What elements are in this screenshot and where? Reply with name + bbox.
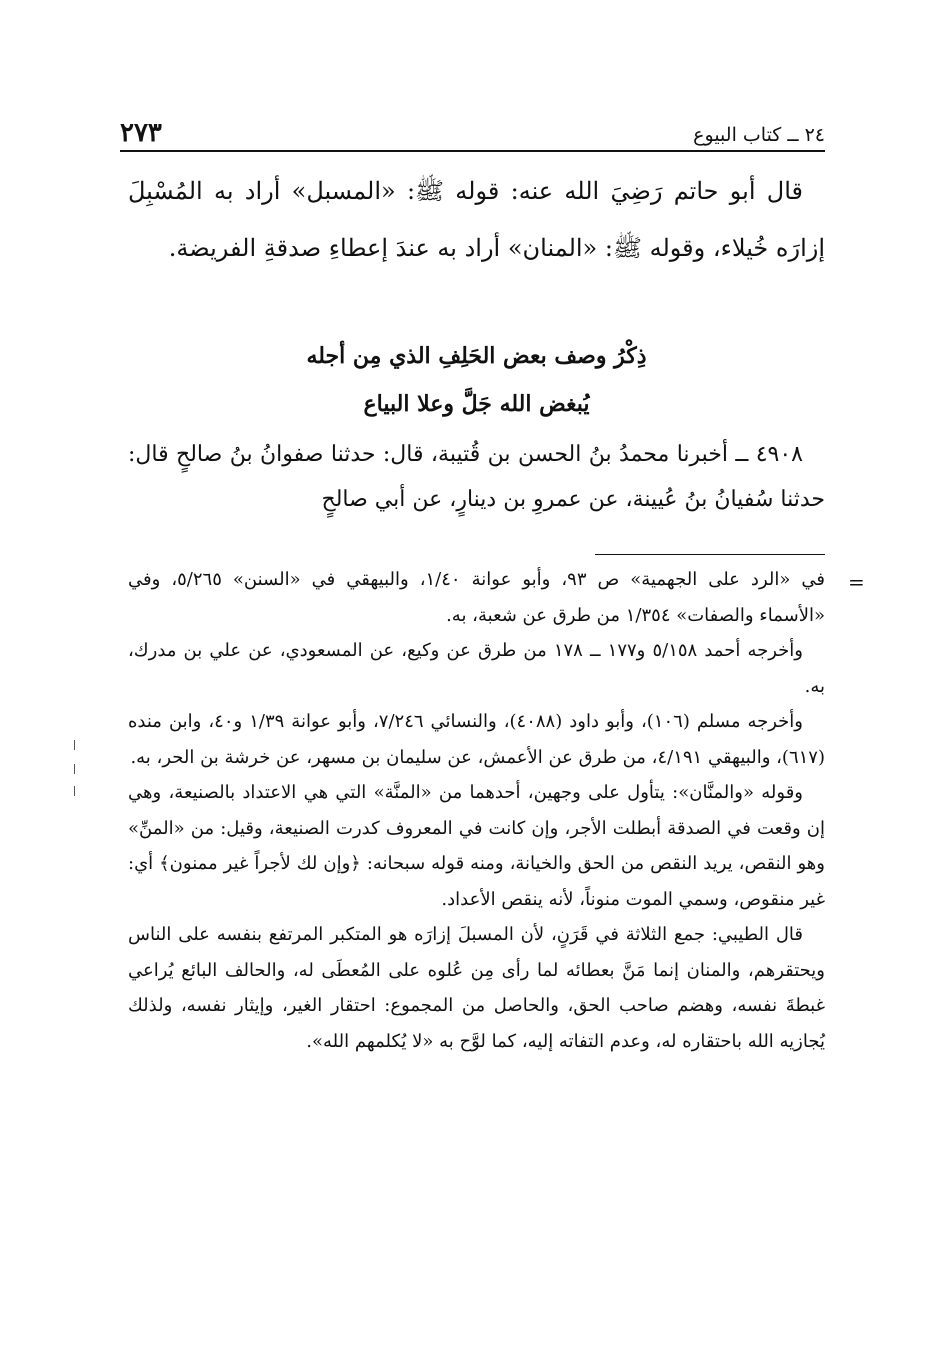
header-rule [120, 150, 825, 152]
footnotes [128, 562, 825, 1059]
page-number: ٢٧٣ [120, 118, 162, 148]
margin-tick [74, 764, 75, 774]
margin-tick [74, 740, 75, 750]
footnote-paragraph: قال الطيبي: جمع الثلاثة في قَرَنٍ، لأن المسبلَ إزارَه هو المتكبر المرتفع بنفسه على الناس ويحتقرهم، والمنان إنما مَنَّ بعطائه لما رأى مِن عُلوه على المُعطَى له، والحالف البائع يُراعي غبطةَ نفسه، وهضم صاحب الحق، والحاصل من المجموع: احتقار الغير، وإيثار نفسه، ولذلك يُجازيه الله باحتقاره له، وعدم التفاته إليه، كما لوَّح به «لا يُكلمهم الله». [128, 924, 825, 1052]
footnote-paragraph: وأخرجه مسلم (١٠٦)، وأبو داود (٤٠٨٨)، والنسائي ٧/٢٤٦، وأبو عوانة ١/٣٩ و٤٠، وابن منده (٦١٧)، والبيهقي ٤/١٩١، من طرق عن الأعمش، عن سليمان بن مسهر، عن خرشة بن الحر، به. [128, 711, 825, 768]
margin-tick [74, 786, 75, 796]
footnote-paragraph: وأخرجه أحمد ٥/١٥٨ و١٧٧ ــ ١٧٨ من طرق عن وكيع، عن المسعودي، عن علي بن مدرك، به. [128, 640, 825, 697]
footnote-paragraph: وقوله «والمنَّان»: يتأول على وجهين، أحدهما من «المنَّة» التي هي الاعتداد بالصنيعة، وهي إن وقعت في الصدقة أبطلت الأجر، وإن كانت في المعروف كدرت الصنيعة، وقيل: من «المنِّ» وهو النقص، يريد النقص من الحق والخيانة، ومنه قوله سبحانه: ﴿وإن لك لأجراً غير ممنون﴾ أي: غير منقوص، وسمي الموت منوناً، لأنه ينقص الأعداد. [128, 782, 825, 910]
heading-line-2: يُبغض الله جَلَّ وعلا البياع [363, 391, 590, 417]
heading-line-1: ذِكْرُ وصف بعض الحَلِفِ الذي مِن أجله [306, 343, 647, 369]
main-text [128, 163, 825, 277]
margin-marks [74, 740, 76, 800]
hadith-text [128, 432, 825, 522]
page-header [120, 98, 825, 148]
running-head: ٢٤ ــ كتاب البيوع [693, 124, 825, 146]
hadith-paragraph: ٤٩٠٨ ــ أخبرنا محمدُ بنُ الحسن بن قُتيبة، قال: حدثنا صفوانُ بنُ صالحٍ قال: حدثنا سُفيانُ بنُ عُيينة، عن عمروِ بن دينارٍ، عن أبي صالحٍ [128, 442, 825, 512]
footnote-continuation-marker: = [848, 570, 865, 594]
footnote-paragraph: في «الرد على الجهمية» ص ٩٣، وأبو عوانة ١/٤٠، والبيهقي في «السنن» ٥/٢٦٥، وفي «الأسماء والصفات» ١/٣٥٤ من طرق عن شعبة، به. [128, 569, 825, 626]
section-heading [128, 332, 825, 428]
footnote-separator [595, 554, 825, 555]
main-paragraph: قال أبو حاتم رَضِيَ الله عنه: قوله ﷺ: «المسبل» أراد به المُسْبِلَ إزارَه خُيلاء، وقوله ﷺ: «المنان» أراد به عندَ إعطاءِ صدقةِ الفريضة. [128, 177, 825, 262]
